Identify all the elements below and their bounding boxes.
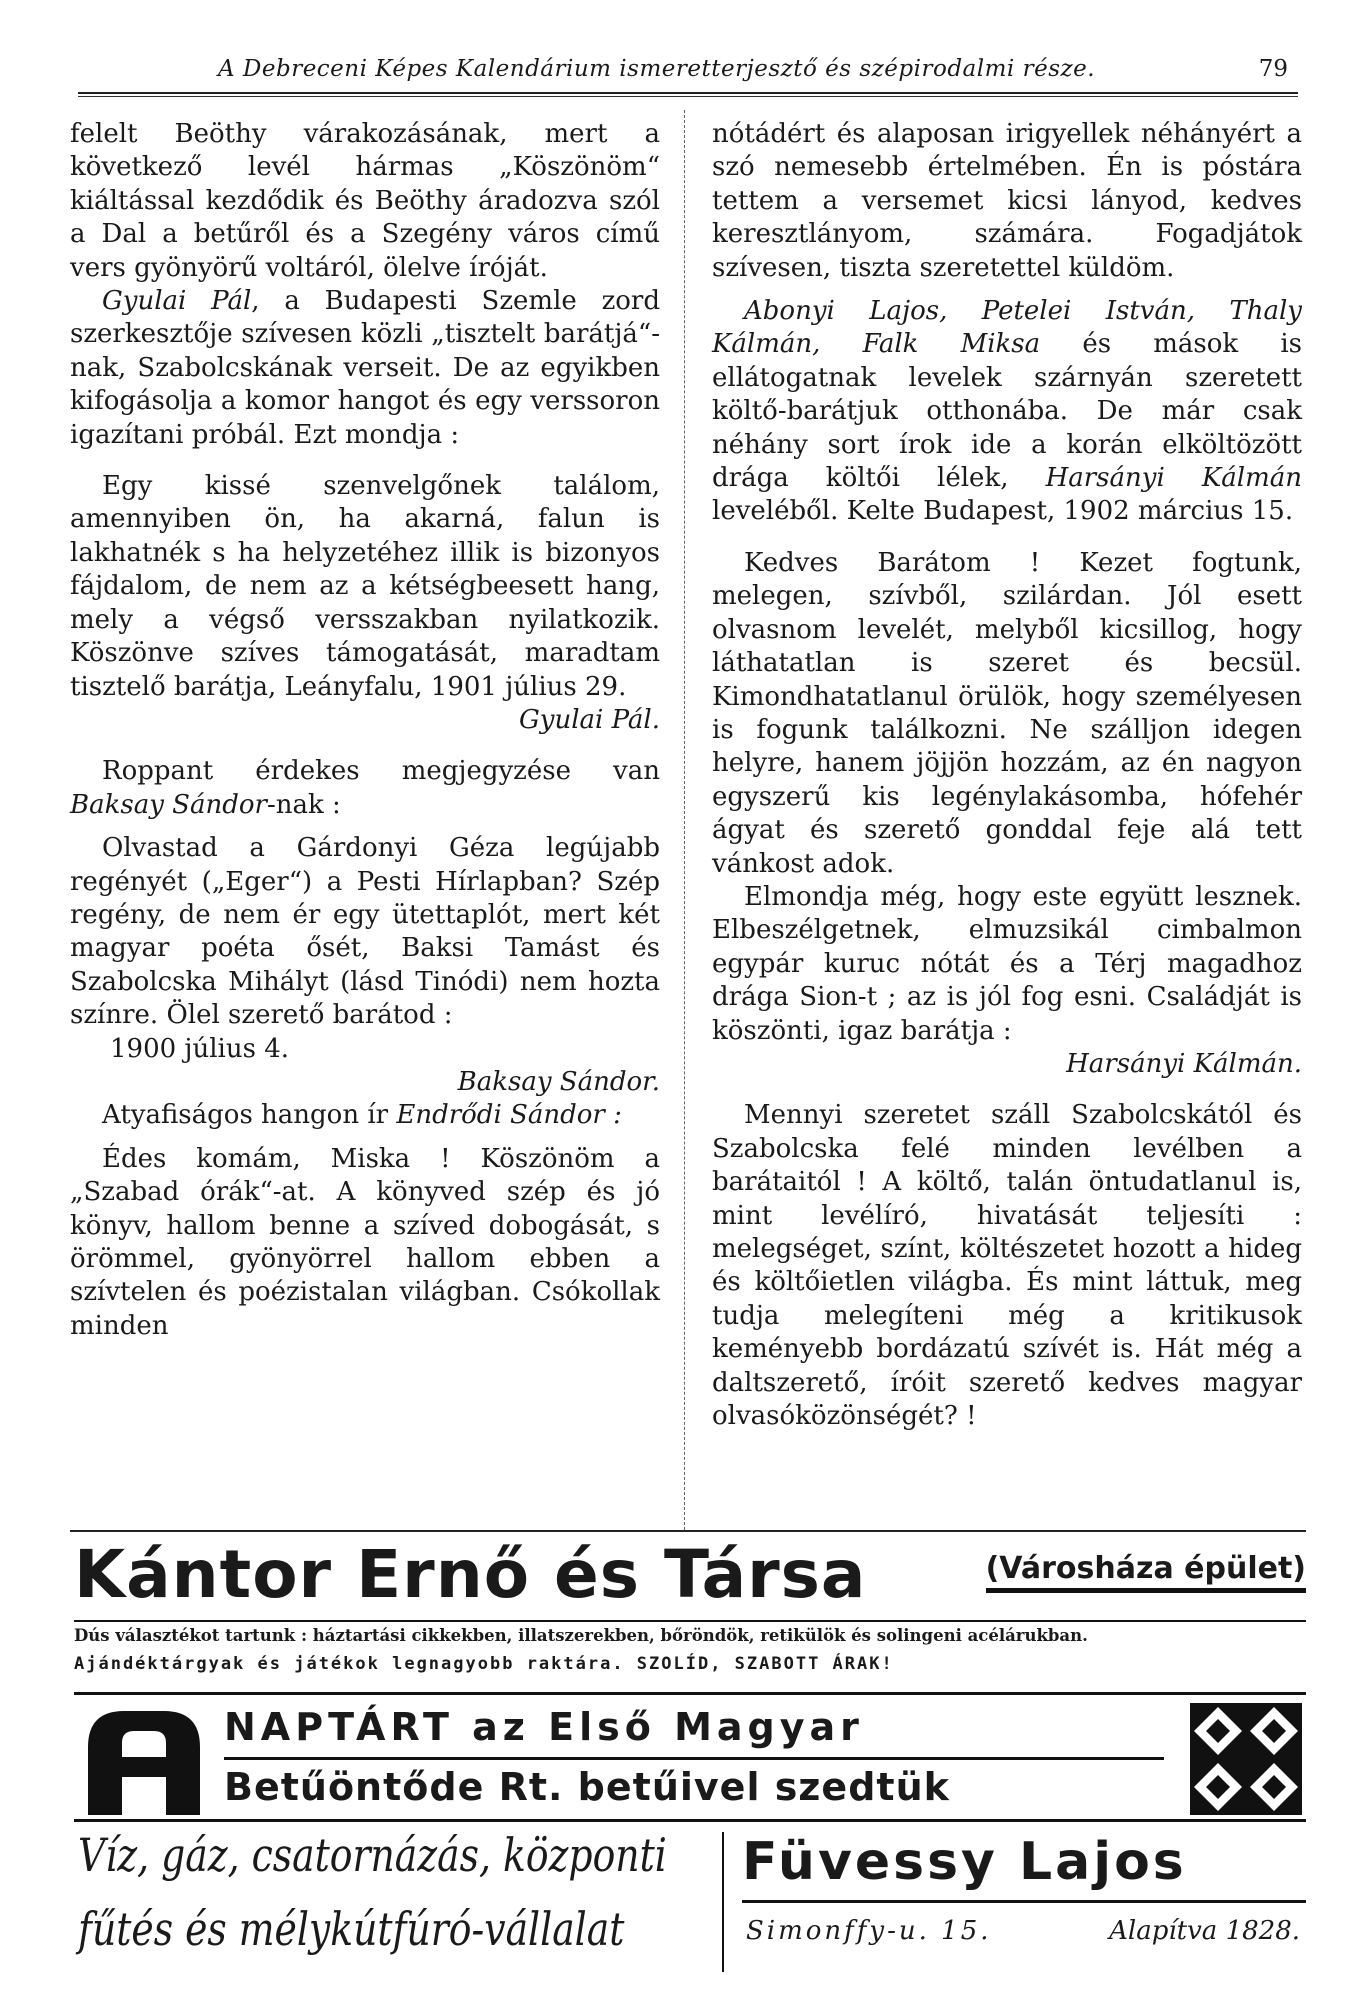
ad-line: Betűöntőde Rt. betűivel szedtük <box>224 1765 950 1809</box>
paragraph: felelt Beöthy várakozásának, mert a következő levél hármas „Köszönöm“ kiáltással kezdődik és Beöthy áradozva szól a Dal a betűről és a Szegény város című vers gyönyörű voltáról, ölelve íróját. <box>70 119 660 283</box>
running-title: A Debreceni Képes Kalendárium ismeretterjesztő és szépirodalmi része. <box>218 56 1096 82</box>
page-number: 79 <box>1258 56 1288 82</box>
ad-rule <box>224 1757 1164 1760</box>
person-name: Gyulai Pál <box>102 286 252 317</box>
advertisement-naptar <box>74 1692 1306 1823</box>
paragraph: Elmondja még, hogy este együtt lesznek. Elbeszélgetnek, elmuzsikál cimbalmon egypár kuruc nótát és a Térj magadhoz drága Sion-t ; az is jól fog esni. Családját is köszönti, igaz barátja : <box>712 881 1302 1046</box>
ad-services: Víz, gáz, csatornázás, központi <box>78 1828 667 1882</box>
content-bottom-rule <box>70 1530 1306 1532</box>
person-names: Abonyi Lajos, Petelei István, Thaly Kálmán, Falk Miksa <box>712 296 1302 360</box>
left-column <box>70 118 660 1343</box>
ad-company-name: Füvessy Lajos <box>742 1832 1187 1892</box>
person-name: Endrődi Sándor : <box>396 1100 622 1131</box>
person-name: Baksay Sándor <box>70 789 267 820</box>
ad-rule <box>74 1620 1306 1622</box>
paragraph: Gyulai Pál, a Budapesti Szemle zord szerkesztője szívesen közli „tisztelt barátjá“-nak, Szabolcskának verseit. De az egyikben kifogásolja a komor hangot és egy verssoron igazítani próbál. Ezt mondja : <box>70 286 660 450</box>
person-name: Harsányi Kálmán <box>1045 463 1302 494</box>
ad-company-name: Kántor Ernő és Társa <box>74 1536 867 1613</box>
quoted-letter: Édes komám, Miska ! Köszönöm a „Szabad órák“-at. A könyved szép és jó könyv, hallom benne a szíved dobogását, s örömmel, gyönyörrel hallom ebben a szívtelen és poézistalan világban. Csókollak minden <box>70 1143 660 1341</box>
ad-line: Ajándéktárgyak és játékok legnagyobb raktára. SZOLÍD, SZABOTT ÁRAK! <box>74 1654 894 1674</box>
signature: Baksay Sándor. <box>457 1066 660 1097</box>
advertisement-fuvessy <box>74 1828 1306 1988</box>
ad-line: NAPTÁRT az Első Magyar <box>224 1705 864 1749</box>
ad-established: Alapítva 1828. <box>1109 1916 1300 1946</box>
column-divider <box>684 110 685 1530</box>
ad-rule <box>74 1819 1306 1822</box>
ad-divider <box>722 1832 724 1972</box>
paragraph: Mennyi szeretet száll Szabolcskától és Szabolcska felé minden levélben a barátaitól ! A költő, talán öntudatlanul is, mint levélíró, hivatását teljesíti : melegséget, színt, költészetet hozott a hideg és költőietlen világba. És mint láttuk, meg tudja melegíteni még a kritikusok keményebb bordázatú szívét is. Hát még a daltszerető, íróit szerető kedves magyar olvasóközönségét? ! <box>712 1100 1302 1432</box>
ad-services: fűtés és mélykútfúró-vállalat <box>78 1902 625 1956</box>
paragraph: nótádért és alaposan irigyellek néhányért a szó nemesebb értelmében. Én is póstára tettem a versemet kicsi lányod, kedves keresztlányom, számára. Fogadjátok szívesen, tiszta szeretettel küldöm. <box>712 119 1302 283</box>
header-rule-thin <box>78 96 1298 97</box>
quoted-letter: Kedves Barátom ! Kezet fogtunk, melegen, szívből, szilárdan. Jól esett olvasnom levelét, melyből kicsillog, hogy láthatatlan is szeret és becsül. Kimondhatatlanul örülök, hogy személyesen is fogunk találkozni. Ne szálljon idegen helyre, hanem jöjjön hozzám, az én nagyon egyszerű kis legénylakásomba, hófehér ágyat és szerető gonddal feje alá tett vánkost adok. <box>712 547 1302 879</box>
page-header <box>78 52 1298 92</box>
right-column <box>712 118 1302 1433</box>
signature: Harsányi Kálmán. <box>1066 1048 1302 1079</box>
ad-rule <box>742 1900 1306 1903</box>
paragraph: Abonyi Lajos, Petelei István, Thaly Kálmán, Falk Miksa és mások is ellátogatnak levelek szárnyán szeretett költő-barátjuk otthonába. De már csak néhány sort írok ide a korán elköltözött drága költői lélek, Harsányi Kálmán leveléből. Kelte Budapest, 1902 március 15. <box>712 296 1302 527</box>
quoted-letter: Olvastad a Gárdonyi Géza legújabb regényét („Eger“) a Pesti Hírlapban? Szép regény, de nem ér egy ütettaplót, mert két magyar poéta ősét, Baksi Tamást és Szabolcska Mihályt (lásd Tinódi) nem hozta színre. Ölel szerető barátod : <box>70 833 660 1031</box>
signature: Gyulai Pál. <box>518 704 660 735</box>
diamond-ornament-icon <box>1190 1703 1302 1815</box>
ad-line: Dús választékot tartunk : háztartási cikkekben, illatszerekben, bőröndök, retikülök és solingeni acélárukban. <box>74 1626 1088 1645</box>
paragraph: Roppant érdekes megjegyzése van Baksay Sándor-nak : <box>70 756 660 820</box>
advertisement-kantor <box>74 1536 1306 1695</box>
ad-location: (Városháza épület) <box>986 1550 1306 1593</box>
quoted-letter: Egy kissé szenvelgőnek találom, amennyiben ön, ha akarná, falun is lakhatnék s ha helyzetéhez illik is bizonyos fájdalom, de nem az a kétségbeesett hang, mely a végső versszakban nyilatkozik. Köszönve szíves támogatását, maradtam tisztelő barátja, Leányfalu, 1901 július 29. <box>70 471 660 702</box>
letter-a-logo-icon <box>84 1707 204 1817</box>
paragraph: Atyafiságos hangon ír Endrődi Sándor : <box>102 1100 622 1131</box>
ad-address: Simonffy-u. 15. <box>746 1916 992 1946</box>
letter-date: 1900 július 4. <box>110 1033 290 1064</box>
header-rule <box>78 92 1298 94</box>
